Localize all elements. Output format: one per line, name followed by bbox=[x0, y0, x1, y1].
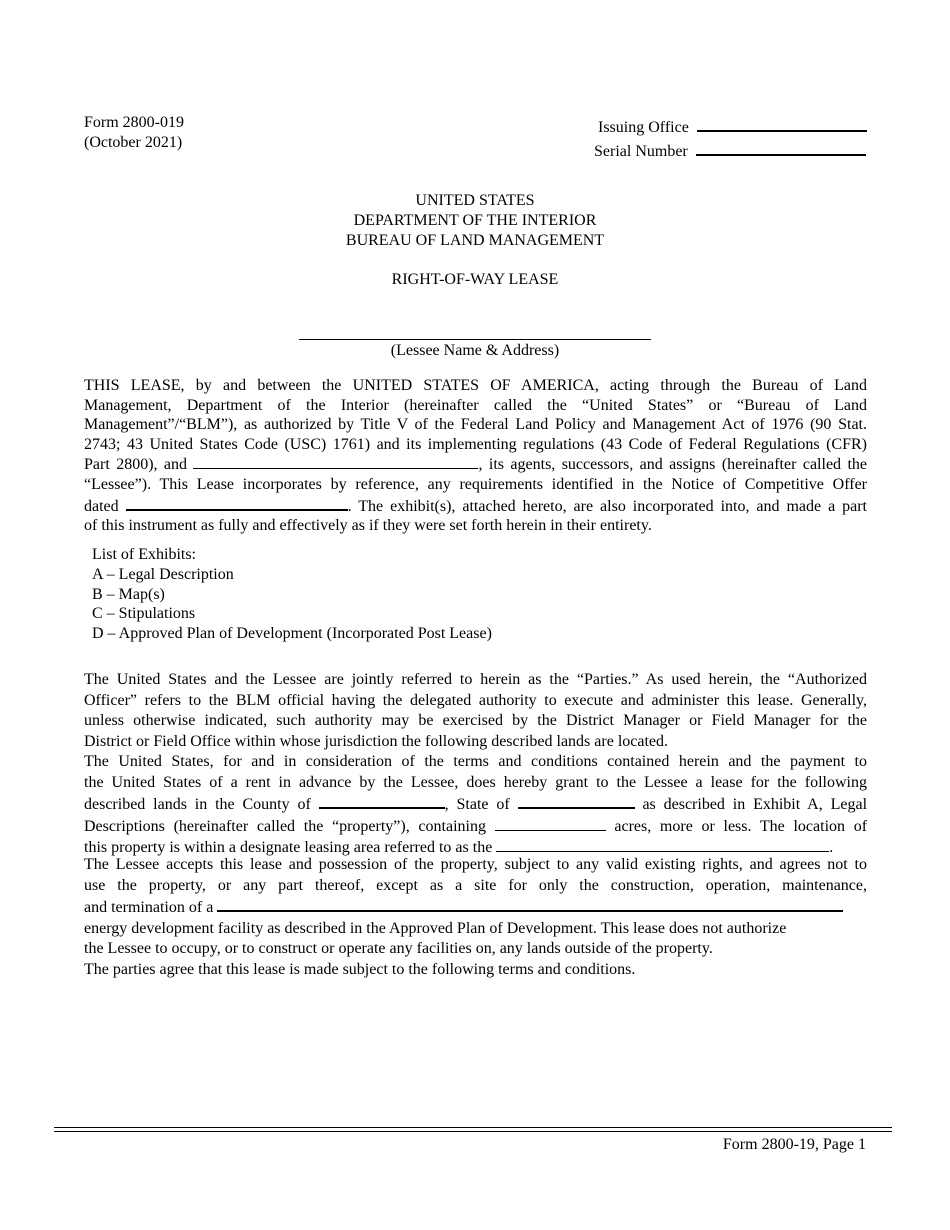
serial-number-field bbox=[594, 140, 866, 162]
intro-row-4: 2743; 43 United States Code (USC) 1761) and its implementing regulations (43 Code of Federal Regulations (CFR) bbox=[84, 435, 867, 453]
heading-line-3: BUREAU OF LAND MANAGEMENT bbox=[345, 232, 605, 249]
lessee-name-input[interactable] bbox=[299, 339, 651, 340]
acres-blank[interactable] bbox=[495, 816, 606, 831]
form-date: (October 2021) bbox=[84, 134, 183, 151]
grant-row-4 bbox=[84, 816, 867, 838]
parties-row-1: The United States and the Lessee are jointly referred to herein as the “Parties.” As used herein, the “Authorized bbox=[84, 671, 867, 688]
grant-row-3-start: described lands in the County of bbox=[84, 796, 311, 813]
intro-row-7-end: . The exhibit(s), attached hereto, are also incorporated into, and made a part bbox=[347, 497, 867, 515]
issuing-office-input[interactable] bbox=[697, 116, 867, 132]
intro-row-7 bbox=[84, 495, 867, 517]
document-title: RIGHT-OF-WAY LEASE bbox=[391, 271, 559, 288]
parties-row-2: Officer” refers to the BLM official having the delegated authority to execute and administer this lease. Generally, bbox=[84, 691, 867, 709]
parties-row-4: District or Field Office within whose jurisdiction the following described lands are located. bbox=[84, 732, 669, 750]
serial-number-label: Serial Number bbox=[594, 143, 688, 160]
lessee-name-blank[interactable] bbox=[193, 454, 478, 469]
heading-line-1: UNITED STATES bbox=[415, 192, 535, 209]
exhibit-item-b: B – Map(s) bbox=[92, 585, 165, 603]
grant-row-5-end: . bbox=[829, 839, 834, 856]
accept-row-6: The parties agree that this lease is made subject to the following terms and conditions. bbox=[84, 960, 636, 978]
grant-row-3-end: as described in Exhibit A, Legal bbox=[642, 796, 867, 813]
grant-row-2: the United States of a rent in advance by the Lessee, does hereby grant to the Lessee a lease for the following bbox=[84, 773, 867, 791]
serial-number-input[interactable] bbox=[696, 140, 866, 156]
grant-row-1: The United States, for and in consideration of the terms and conditions contained herein and the payment to bbox=[84, 753, 867, 770]
intro-row-7-start: dated bbox=[84, 497, 119, 515]
intro-row-8: of this instrument as fully and effectively as if they were set forth herein in their entirety. bbox=[84, 517, 652, 535]
footer-rule-bottom bbox=[54, 1131, 892, 1132]
intro-row-6: “Lessee”). This Lease incorporates by reference, any requirements identified in the Notice of Competitive Offer bbox=[84, 475, 867, 493]
accept-row-1: The Lessee accepts this lease and possession of the property, subject to any valid existing rights, and agrees not to bbox=[84, 856, 867, 873]
grant-row-4-start: Descriptions (hereinafter called the “property”), containing bbox=[84, 817, 486, 835]
accept-row-3-text: and termination of a bbox=[84, 899, 214, 916]
grant-row-5-start: this property is within a designate leasing area referred to as the bbox=[84, 839, 493, 856]
accept-row-5: the Lessee to occupy, or to construct or operate any facilities on, any lands outside of the property. bbox=[84, 940, 713, 957]
form-number: Form 2800-019 bbox=[84, 114, 184, 131]
intro-row-2: Management, Department of the Interior (hereinafter called the “United States” or “Bureau of Land bbox=[84, 396, 867, 414]
footer-rule-top bbox=[54, 1127, 892, 1128]
issuing-office-field bbox=[598, 116, 867, 138]
accept-row-4: energy development facility as described in the Approved Plan of Development. This lease does not authorize bbox=[84, 919, 787, 937]
issuing-office-label: Issuing Office bbox=[598, 119, 689, 136]
intro-paragraph bbox=[84, 376, 867, 536]
intro-row-5 bbox=[84, 454, 867, 475]
grant-row-3-mid: , State of bbox=[444, 796, 510, 813]
heading-line-2: DEPARTMENT OF THE INTERIOR bbox=[353, 212, 597, 229]
parties-row-3: unless otherwise indicated, such authority may be exercised by the District Manager or Field Manager for the bbox=[84, 712, 867, 729]
intro-row-3: Management”/“BLM”), as authorized by Title V of the Federal Land Policy and Management Act of 1976 (90 Stat. bbox=[84, 416, 867, 434]
exhibits-heading: List of Exhibits: bbox=[92, 546, 196, 563]
exhibit-item-d: D – Approved Plan of Development (Incorporated Post Lease) bbox=[92, 625, 492, 643]
exhibits-list bbox=[92, 545, 492, 644]
intro-row-1: THIS LEASE, by and between the UNITED STATES OF AMERICA, acting through the Bureau of Land bbox=[84, 377, 867, 394]
leasing-area-blank[interactable] bbox=[496, 837, 829, 852]
grant-paragraph bbox=[84, 752, 867, 859]
page-footer-label: Form 2800-19, Page 1 bbox=[722, 1136, 866, 1153]
acceptance-paragraph bbox=[84, 855, 867, 980]
accept-row-3 bbox=[84, 896, 867, 919]
notice-date-blank[interactable] bbox=[126, 495, 348, 511]
parties-paragraph bbox=[84, 670, 867, 752]
accept-row-2: use the property, or any part thereof, except as a site for only the construction, operation, maintenance, bbox=[84, 876, 867, 894]
grant-row-4-end: acres, more or less. The location of bbox=[614, 817, 867, 835]
grant-row-3 bbox=[84, 793, 867, 816]
lessee-caption: (Lessee Name & Address) bbox=[390, 342, 560, 359]
exhibit-item-c: C – Stipulations bbox=[92, 605, 196, 623]
intro-row-5-end: , its agents, successors, and assigns (hereinafter called the bbox=[478, 456, 867, 474]
intro-row-5-start: Part 2800), and bbox=[84, 456, 188, 474]
state-blank[interactable] bbox=[518, 793, 635, 809]
exhibit-item-a: A – Legal Description bbox=[92, 565, 234, 583]
county-blank[interactable] bbox=[319, 793, 445, 809]
facility-type-blank[interactable] bbox=[217, 896, 843, 912]
